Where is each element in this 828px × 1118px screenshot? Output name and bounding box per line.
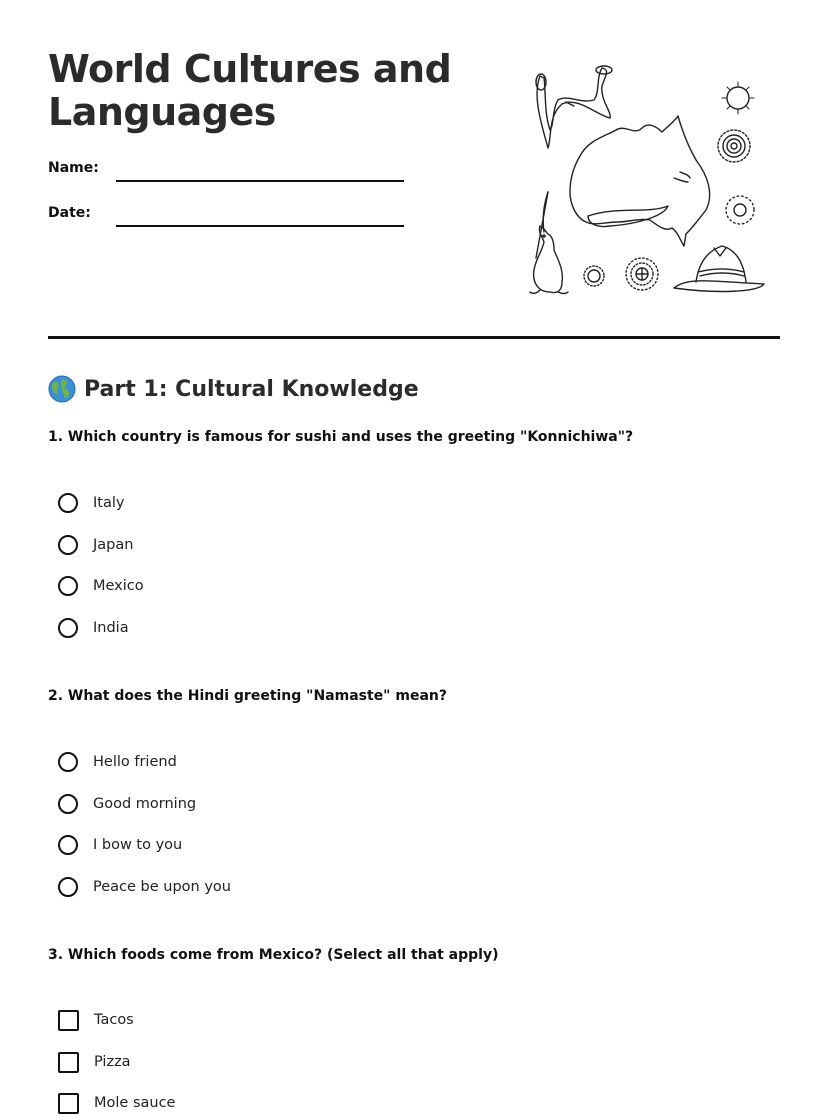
radio-button[interactable] [58,752,78,772]
name-field[interactable] [116,180,404,182]
option-label: Good morning [93,796,197,812]
option-label: Pizza [94,1054,131,1070]
radio-button[interactable] [58,835,78,855]
australia-map-icon [570,116,710,246]
radio-button[interactable] [58,877,78,897]
date-field[interactable] [116,225,404,227]
section-divider [48,336,780,339]
date-field-row [48,205,408,229]
radio-button[interactable] [58,493,78,513]
option-label: Japan [93,537,134,553]
part-1-heading [48,372,419,406]
checkbox[interactable] [58,1052,79,1073]
q1-option-mexico[interactable] [58,574,144,598]
date-label: Date: [48,205,91,221]
bush-hat-icon [674,246,764,291]
question-2: 2. What does the Hindi greeting "Namaste" mean? [48,688,447,704]
q2-option-i-bow-to-you[interactable] [58,833,182,857]
option-label: Tacos [94,1012,134,1028]
name-label: Name: [48,160,99,176]
name-field-row [48,160,408,184]
q2-option-hello-friend[interactable] [58,750,177,774]
q1-option-india[interactable] [58,616,129,640]
option-label: Mole sauce [94,1095,176,1111]
page-title [48,48,468,134]
option-label: Peace be upon you [93,879,231,895]
q2-option-good-morning[interactable] [58,792,196,816]
question-3: 3. Which foods come from Mexico? (Select all that apply) [48,947,499,963]
title-line-2: Languages [48,90,276,134]
radio-button[interactable] [58,576,78,596]
option-label: India [93,620,129,636]
globe-icon [48,375,76,403]
option-label: I bow to you [93,837,183,853]
checkbox[interactable] [58,1010,79,1031]
q1-option-italy[interactable] [58,491,124,515]
option-label: Italy [93,495,125,511]
title-line-1: World Cultures and [48,47,452,91]
q3-option-pizza[interactable] [58,1050,131,1074]
part-1-title: Part 1: Cultural Knowledge [84,376,419,402]
option-label: Hello friend [93,754,177,770]
radio-button[interactable] [58,794,78,814]
boomerang-icon [536,66,612,148]
option-label: Mexico [93,578,144,594]
radio-button[interactable] [58,535,78,555]
sun-icon [722,82,754,114]
q1-option-japan[interactable] [58,533,133,557]
radio-button[interactable] [58,618,78,638]
culture-illustration [518,56,778,306]
kangaroo-icon [530,192,568,294]
q3-option-mole-sauce[interactable] [58,1091,175,1115]
dot-painting-icon [584,130,754,290]
question-1: 1. Which country is famous for sushi and uses the greeting "Konnichiwa"? [48,429,634,445]
q3-option-tacos[interactable] [58,1008,134,1032]
checkbox[interactable] [58,1093,79,1114]
q2-option-peace[interactable] [58,875,231,899]
